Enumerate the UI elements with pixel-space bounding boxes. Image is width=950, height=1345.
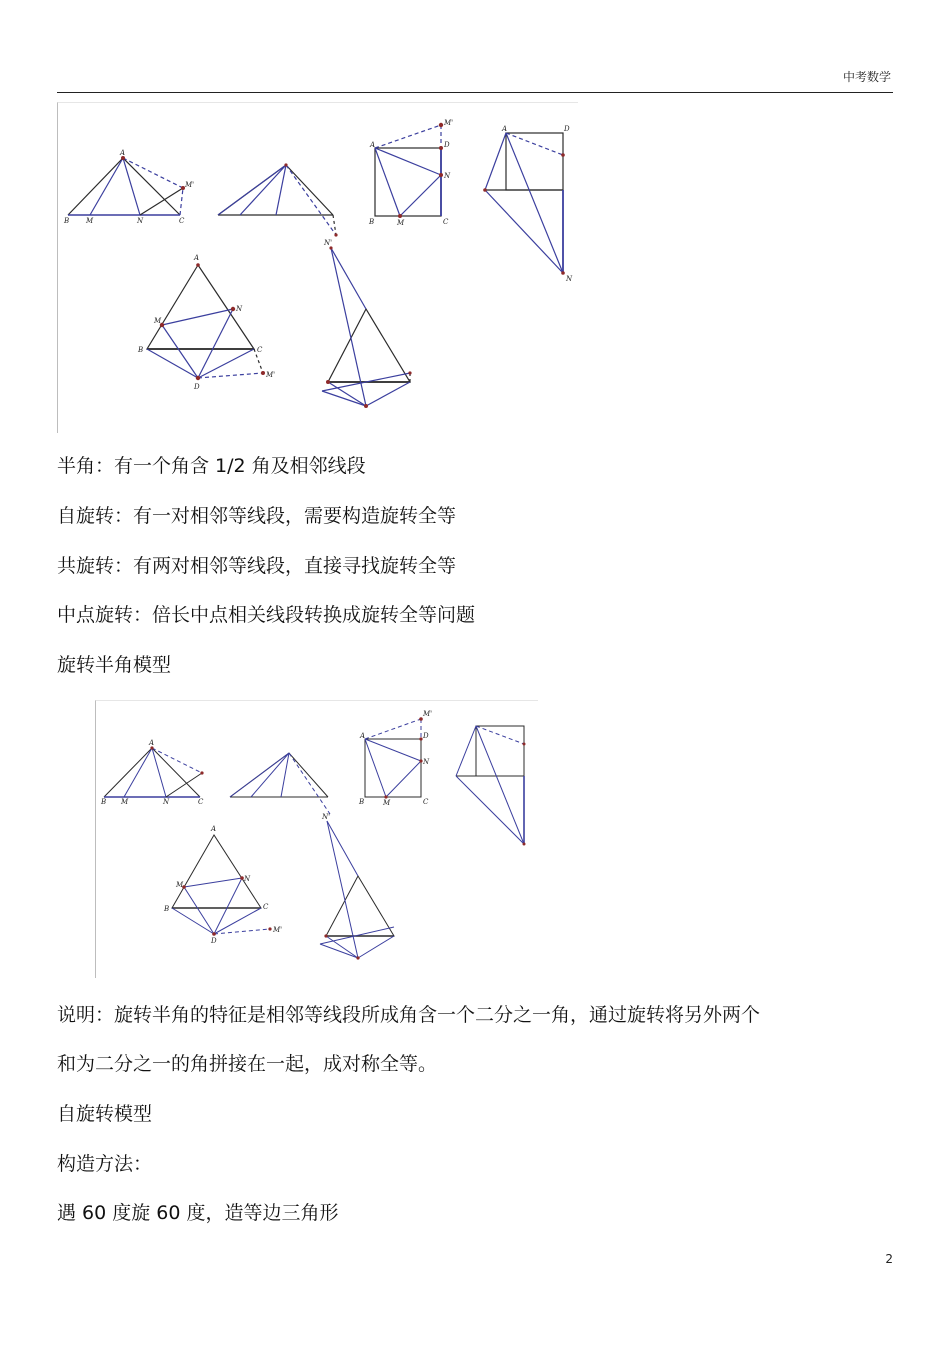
section-heading-rotation-half-angle: 旋转半角模型 <box>57 654 172 676</box>
svg-text:M: M <box>154 317 162 325</box>
svg-text:M: M <box>176 881 184 889</box>
svg-text:N: N <box>444 172 451 180</box>
svg-text:M': M' <box>266 371 276 379</box>
svg-text:D: D <box>194 383 200 391</box>
svg-text:C: C <box>179 217 185 225</box>
text-half-angle: 半角：有一个角含 1/2 角及相邻线段 <box>57 455 366 477</box>
text-construction-method: 构造方法： <box>57 1153 153 1175</box>
svg-text:M': M' <box>273 926 283 934</box>
svg-text:C: C <box>443 218 449 226</box>
svg-text:N: N <box>423 758 430 766</box>
svg-text:M': M' <box>185 181 195 189</box>
svg-text:M': M' <box>423 710 433 718</box>
svg-text:C: C <box>263 903 269 911</box>
svg-text:D: D <box>564 125 570 133</box>
svg-text:A: A <box>370 141 376 149</box>
svg-text:B: B <box>138 346 144 354</box>
svg-text:D: D <box>423 732 429 740</box>
svg-text:B: B <box>369 218 375 226</box>
svg-text:M: M <box>121 798 129 806</box>
svg-text:M: M <box>383 799 391 807</box>
svg-text:N: N <box>566 275 573 283</box>
section-heading-self-rotation: 自旋转模型 <box>57 1103 153 1125</box>
svg-text:B: B <box>101 798 107 806</box>
svg-text:A: A <box>211 825 217 833</box>
svg-text:C: C <box>198 798 204 806</box>
figure-half-angle-models-1 <box>57 102 578 433</box>
svg-text:N': N' <box>322 813 331 821</box>
svg-text:A: A <box>149 739 155 747</box>
text-explanation-line1: 说明：旋转半角的特征是相邻等线段所成角含一个二分之一角，通过旋转将另外两个 <box>57 1004 761 1026</box>
svg-text:B: B <box>64 217 70 225</box>
geometry-diagram-2 <box>96 701 538 978</box>
svg-text:B: B <box>359 798 365 806</box>
text-midpoint-rotation: 中点旋转：倍长中点相关线段转换成旋转全等问题 <box>57 604 476 626</box>
svg-text:A: A <box>120 149 126 157</box>
header-title: 中考数学 <box>842 70 891 84</box>
svg-text:N: N <box>137 217 144 225</box>
svg-text:B: B <box>164 905 170 913</box>
svg-text:D: D <box>444 141 450 149</box>
page-header <box>57 68 893 93</box>
svg-text:M: M <box>397 219 405 227</box>
figure-half-angle-models-2 <box>95 700 538 978</box>
svg-text:M': M' <box>444 119 454 127</box>
text-co-rotation: 共旋转：有两对相邻等线段，直接寻找旋转全等 <box>57 555 457 577</box>
text-self-rotation: 自旋转：有一对相邻等线段，需要构造旋转全等 <box>57 505 457 527</box>
svg-text:C: C <box>423 798 429 806</box>
svg-text:A: A <box>194 254 200 262</box>
svg-text:C: C <box>257 346 263 354</box>
svg-text:N: N <box>236 305 243 313</box>
svg-text:A: A <box>502 125 508 133</box>
svg-text:A: A <box>360 732 366 740</box>
svg-text:D: D <box>211 937 217 945</box>
text-explanation-line2: 和为二分之一的角拼接在一起，成对称全等。 <box>57 1053 438 1075</box>
geometry-diagram-1 <box>58 103 578 433</box>
svg-text:N: N <box>244 875 251 883</box>
svg-text:N': N' <box>324 239 333 247</box>
text-60-degree-rule: 遇 60 度旋 60 度，造等边三角形 <box>57 1202 339 1224</box>
svg-text:M: M <box>86 217 94 225</box>
page-number: 2 <box>885 1252 893 1266</box>
svg-text:N: N <box>163 798 170 806</box>
